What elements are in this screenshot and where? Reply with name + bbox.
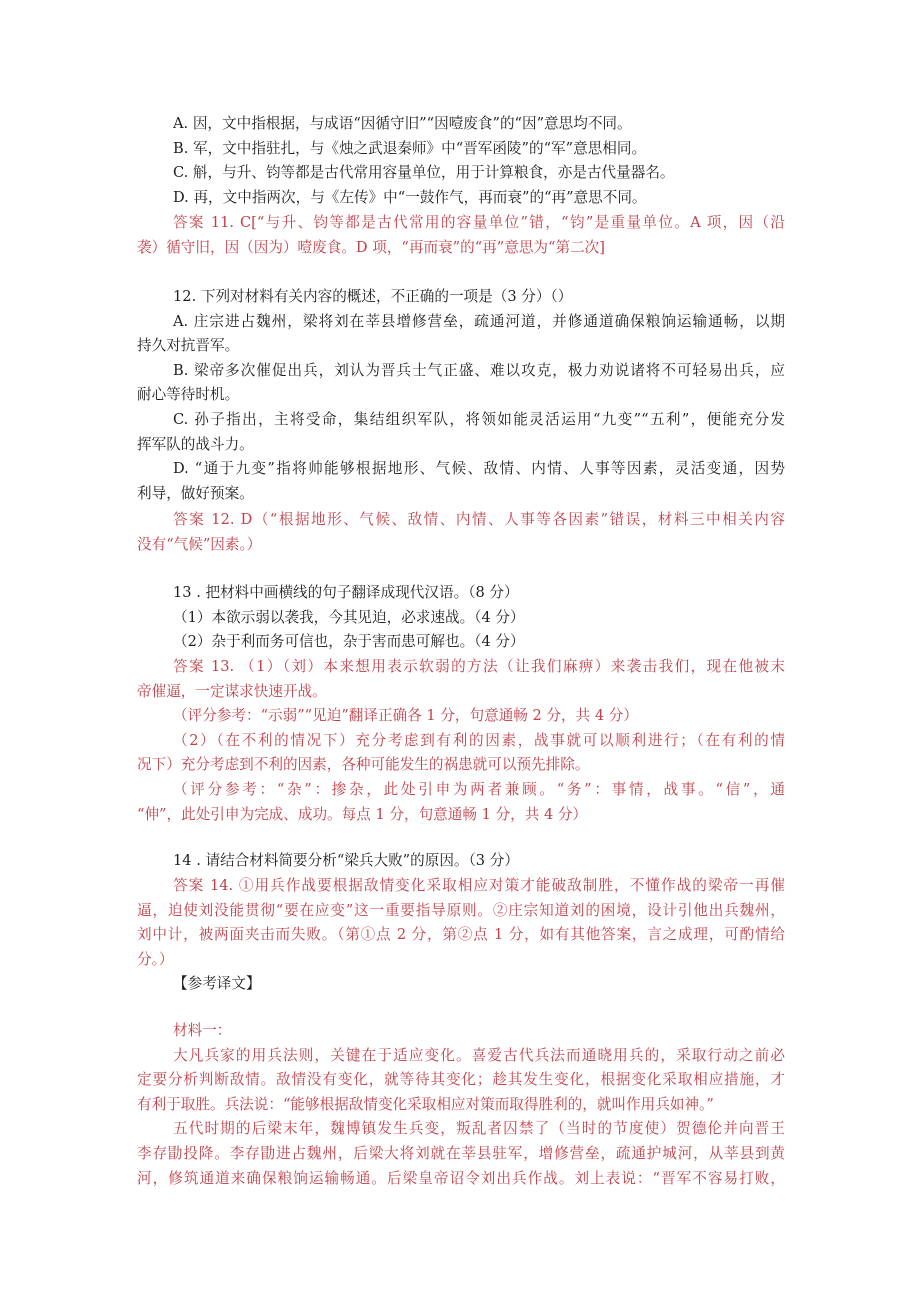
q11-option-d: D. 再，文中指两次，与《左传》中“一鼓作气，再而衰”的“再”意思不同。 [173,188,647,206]
translation-heading-block [137,972,785,997]
q13-scoring-2-cont: “伸”，此处引申为完成、成功。每点 1 分，句意通畅 1 分，共 4 分） [137,805,588,823]
q12-answer-line: 没有“气候”因素。） [137,535,262,553]
q14-answer-line: 刘中计，被两面夹击而失败。（第①点 2 分，第②点 1 分，如有其他答案，言之成理，可酌情给 [137,926,785,944]
translation-para1-line: 定要分析判断敌情。敌情没有变化，就等待其变化；趁其发生变化，根据变化采取相应措施，才 [137,1071,785,1089]
material-title: 材料一： [173,1022,232,1039]
q11-option-a: A. 因，文中指根据，与成语“因循守旧”“因噎废食”的“因”意思均不同。 [173,115,632,132]
q13-item-1: （1）本欲示弱以袭我，今其见迫，必求速战。（4 分） [173,608,525,626]
q12-answer [137,508,785,557]
translation-para2-line: 河，修筑通道来确保粮饷运输畅通。后梁皇帝诏令刘出兵作战。刘上表说：“晋军不容易打败， [137,1169,785,1187]
q14-answer-line: 逼，迫使刘没能贯彻“要在应变”这一重要指导原则。②庄宗知道刘的困境，设计引他出兵魏州， [137,901,785,919]
q14-answer-line: 分。） [137,950,174,968]
q12-option-d: D. “通于九变”指将帅能够根据地形、气候、敌情、内情、人事等因素，灵活变通，因势 [173,460,785,478]
q11-answer [137,211,785,260]
q12-block [137,285,785,506]
q13-block [137,581,785,655]
q13-answer [137,655,785,827]
translation-para2-line: 五代时期的后梁末年，魏博镇发生兵变，叛乱者囚禁了（当时的节度使）贺德伦并向晋王 [173,1120,785,1138]
q13-answer-line: （2）（在不利的情况下）充分考虑到有利的因素，战事就可以顺利进行；（在有利的情 [173,731,785,749]
q13-answer-line: 帝催逼，一定谋求快速开战。 [137,682,327,700]
q11-option-b: B. 军，文中指驻扎，与《烛之武退秦师》中“晋军函陵”的“军”意思相同。 [173,139,647,157]
q11-option-c: C. 斛，与升、钧等都是古代常用容量单位，用于计算粮食，亦是古代量器名。 [173,164,675,182]
q11-answer-line: 答案 11. C[“与升、钧等都是古代常用的容量单位”错，“钧”是重量单位。A 项，因（沿 [173,214,785,231]
translation-para1-line: 大凡兵家的用兵法则，关键在于适应变化。喜爱古代兵法而通晓用兵的，采取行动之前必 [173,1046,785,1064]
q13-item-2: （2）杂于利而务可信也，杂于害而患可解也。（4 分） [173,633,525,651]
q12-option-b: B. 梁帝多次催促出兵，刘认为晋兵士气正盛、难以攻克，极力劝说诸将不可轻易出兵，应 [173,361,785,379]
translation-para1-line: 有利于取胜。兵法说：“能够根据敌情变化采取相应对策而取得胜利的，就叫作用兵如神。” [137,1095,714,1113]
q14-answer [137,874,785,972]
q13-question: 13 . 把材料中画横线的句子翻译成现代汉语。（8 分） [173,584,519,601]
q11-options [137,112,785,210]
q12-option-c-cont: 挥军队的战斗力。 [137,435,254,453]
q12-option-a-cont: 持久对抗晋军。 [137,337,240,355]
translation-body [137,1019,785,1191]
q12-option-b-cont: 耐心等待时机。 [137,386,240,404]
q11-answer-line: 袭）循守旧，因（因为）噎废食。D 项，“再而衰”的“再”意思为“第二次] [137,238,605,256]
q13-scoring-1: （评分参考：“示弱”“见迫”翻译正确各 1 分，句意通畅 2 分，共 4 分） [173,707,638,725]
q12-option-c: C. 孙子指出，主将受命，集结组织军队，将领如能灵活运用“九变”“五利”，便能充分发 [173,410,785,428]
q14-block [137,849,785,874]
q13-answer-line: 答案 13. （1）（刘）本来想用表示软弱的方法（让我们麻痹）来袭击我们，现在他被末 [173,658,785,675]
q12-option-d-cont: 利导，做好预案。 [137,484,254,502]
q14-answer-line: 答案 14. ①用兵作战要根据敌情变化采取相应对策才能破敌制胜，不懂作战的梁帝一再催 [173,877,785,894]
q13-scoring-2: （评分参考：“杂”：掺杂，此处引申为两者兼顾。“务”：事情，战事。“信”，通 [173,780,785,798]
q12-answer-line: 答案 12. D（“根据地形、气候、敌情、内情、人事等各因素”错误，材料三中相关内容 [173,511,785,528]
q12-option-a: A. 庄宗进占魏州，梁将刘在莘县增修营垒，疏通河道，并修通道确保粮饷运输通畅，以期 [173,312,785,330]
q14-question: 14 . 请结合材料简要分析“梁兵大败”的原因。（3 分） [173,852,519,869]
q12-question: 12. 下列对材料有关内容的概述，不正确的一项是（3 分）（） [173,288,573,305]
translation-para2-line: 李存勖投降。李存勖进占魏州，后梁大将刘就在莘县驻军，增修营垒，疏通护城河，从莘县到黄 [137,1144,785,1162]
q13-answer-line: 况下）充分考虑到不利的因素，各种可能发生的祸患就可以预先排除。 [137,756,590,774]
translation-heading: 【参考译文】 [173,975,261,992]
